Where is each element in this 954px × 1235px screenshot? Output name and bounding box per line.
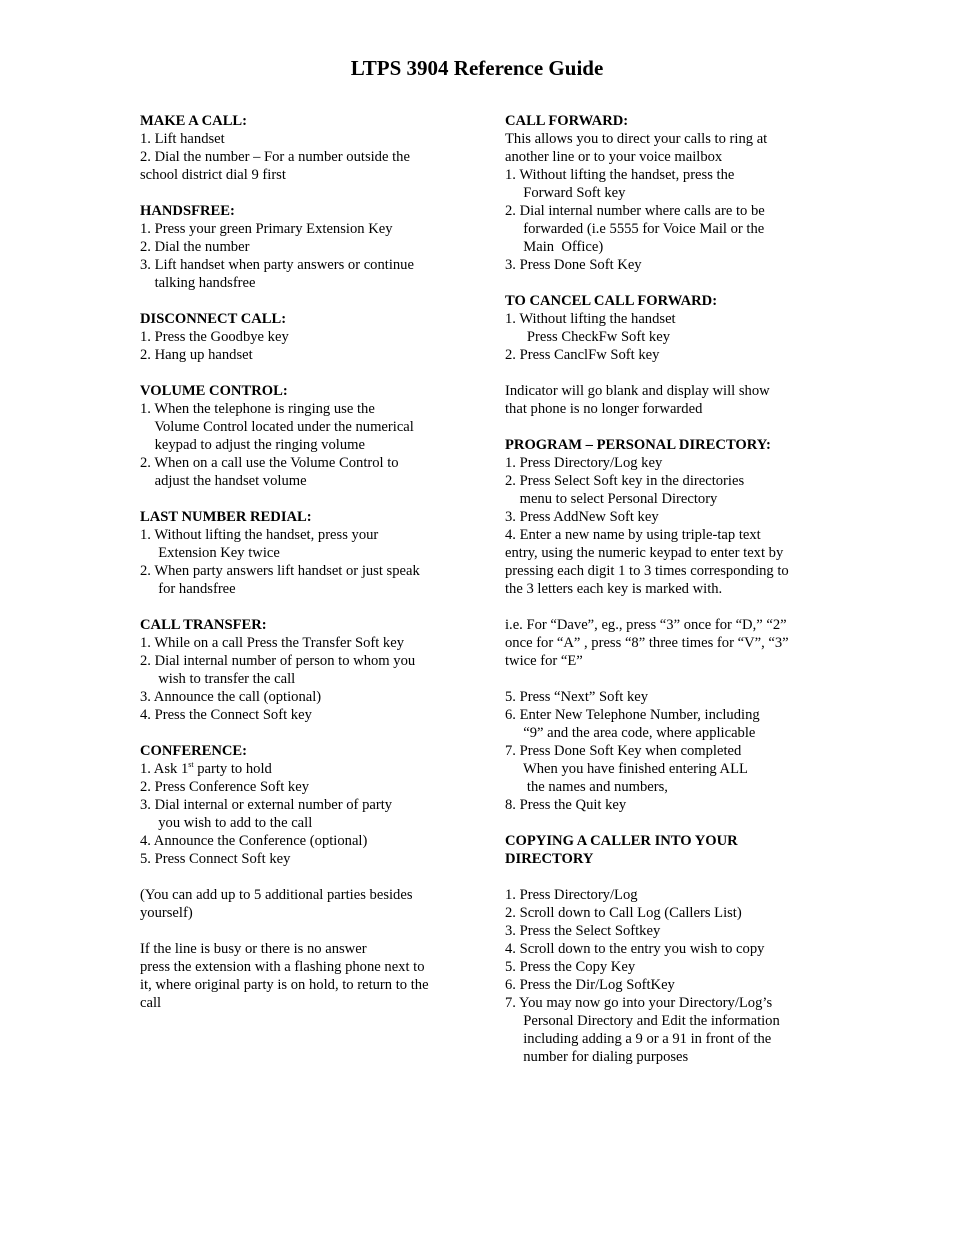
section-heading-cancel-forward: TO CANCEL CALL FORWARD: — [505, 293, 718, 309]
instruction-line: another line or to your voice mailbox — [505, 149, 723, 165]
spacer — [140, 490, 460, 508]
instruction-line: 2. Press Conference Soft key — [140, 779, 310, 795]
instruction-line: including adding a 9 or a 91 in front of the — [505, 1031, 772, 1047]
instruction-line: 1. Without lifting the handset — [505, 311, 676, 327]
instruction-line: entry, using the numeric keypad to enter text by — [505, 545, 784, 561]
note-line: call — [140, 995, 162, 1011]
instruction-line: 4. Scroll down to the entry you wish to copy — [505, 941, 765, 957]
instruction-line: talking handsfree — [140, 275, 256, 291]
note-line: it, where original party is on hold, to return to the — [140, 977, 429, 993]
spacer — [505, 364, 810, 382]
instruction-line: 1. While on a call Press the Transfer Soft key — [140, 635, 404, 651]
note-line: that phone is no longer forwarded — [505, 401, 703, 417]
note-line: (You can add up to 5 additional parties besides — [140, 887, 413, 903]
instruction-line: 1. Without lifting the handset, press the — [505, 167, 735, 183]
instruction-line: Press CheckFw Soft key — [505, 329, 670, 345]
instruction-line: 7. You may now go into your Directory/Log’s — [505, 995, 773, 1011]
left-column — [140, 112, 460, 1012]
instruction-line: 3. Press the Select Softkey — [505, 923, 661, 939]
page-title: LTPS 3904 Reference Guide — [350, 56, 604, 80]
instruction-line: 2. Press CanclFw Soft key — [505, 347, 660, 363]
instruction-line: 2. Dial internal number where calls are to be — [505, 203, 765, 219]
ordinal-suffix: st — [188, 760, 194, 769]
instruction-line: 2. Press Select Soft key in the directories — [505, 473, 745, 489]
instruction-line: 6. Enter New Telephone Number, including — [505, 707, 760, 723]
section-heading-volume: VOLUME CONTROL: — [140, 383, 288, 399]
instruction-line: 3. Press Done Soft Key — [505, 257, 642, 273]
instruction-line: menu to select Personal Directory — [505, 491, 718, 507]
example-line: i.e. For “Dave”, eg., press “3” once for “D,” “2” — [505, 617, 787, 633]
instruction-line: 4. Enter a new name by using triple-tap text — [505, 527, 761, 543]
instruction-line: for handsfree — [140, 581, 236, 597]
spacer — [505, 418, 810, 436]
section-heading-transfer: CALL TRANSFER: — [140, 617, 267, 633]
instruction-line: 5. Press “Next” Soft key — [505, 689, 649, 705]
instruction-line: 1. Lift handset — [140, 131, 225, 147]
note-line: Indicator will go blank and display will show — [505, 383, 770, 399]
instruction-line: number for dialing purposes — [505, 1049, 689, 1065]
instruction-line: you wish to add to the call — [140, 815, 313, 831]
spacer — [140, 724, 460, 742]
instruction-line: 2. When party answers lift handset or just speak — [140, 563, 420, 579]
instruction-line: 4. Press the Connect Soft key — [140, 707, 312, 723]
instruction-line: 1. When the telephone is ringing use the — [140, 401, 375, 417]
note-line: press the extension with a flashing phone next to — [140, 959, 425, 975]
right-column — [505, 112, 810, 1066]
instruction-line: 1. Press the Goodbye key — [140, 329, 289, 345]
instruction-line: Personal Directory and Edit the information — [505, 1013, 780, 1029]
instruction-line: pressing each digit 1 to 3 times corresponding to — [505, 563, 789, 579]
instruction-line: 1. Press Directory/Log key — [505, 455, 663, 471]
section-heading-copying-caller: COPYING A CALLER INTO YOUR — [505, 833, 738, 849]
spacer — [140, 598, 460, 616]
example-line: twice for “E” — [505, 653, 583, 669]
example-line: once for “A” , press “8” three times for “V”, “3” — [505, 635, 789, 651]
section-heading-make-call: MAKE A CALL: — [140, 113, 248, 129]
line-text: party to hold — [193, 761, 272, 777]
instruction-line: 5. Press Connect Soft key — [140, 851, 291, 867]
instruction-line: adjust the handset volume — [140, 473, 307, 489]
instruction-line: 2. Hang up handset — [140, 347, 253, 363]
instruction-line: 4. Announce the Conference (optional) — [140, 833, 368, 849]
spacer — [140, 922, 460, 940]
spacer — [140, 364, 460, 382]
instruction-line: 6. Press the Dir/Log SoftKey — [505, 977, 675, 993]
note-line: yourself) — [140, 905, 193, 921]
instruction-line: 1. Without lifting the handset, press your — [140, 527, 379, 543]
instruction-line: Forward Soft key — [505, 185, 626, 201]
instruction-line: the names and numbers, — [505, 779, 668, 795]
instruction-line: keypad to adjust the ringing volume — [140, 437, 365, 453]
instruction-line: 1. Press Directory/Log — [505, 887, 638, 903]
section-heading-redial: LAST NUMBER REDIAL: — [140, 509, 312, 525]
section-heading-copying-caller-cont: DIRECTORY — [505, 851, 594, 867]
spacer — [140, 868, 460, 886]
spacer — [505, 814, 810, 832]
instruction-line: the 3 letters each key is marked with. — [505, 581, 723, 597]
instruction-line: 2. Dial the number — [140, 239, 250, 255]
instruction-line: Extension Key twice — [140, 545, 280, 561]
section-heading-call-forward: CALL FORWARD: — [505, 113, 629, 129]
line-text: 1. Ask 1 — [140, 761, 189, 777]
instruction-line: 3. Dial internal or external number of party — [140, 797, 393, 813]
instruction-line: “9” and the area code, where applicable — [505, 725, 756, 741]
instruction-line: Main Office) — [505, 239, 604, 255]
instruction-line: This allows you to direct your calls to ring at — [505, 131, 768, 147]
instruction-line — [140, 760, 460, 778]
spacer — [140, 184, 460, 202]
spacer — [505, 274, 810, 292]
instruction-line: 2. When on a call use the Volume Control to — [140, 455, 399, 471]
instruction-line: 1. Press your green Primary Extension Key — [140, 221, 393, 237]
instruction-line: 8. Press the Quit key — [505, 797, 627, 813]
instruction-line: Volume Control located under the numerical — [140, 419, 414, 435]
section-heading-disconnect: DISCONNECT CALL: — [140, 311, 287, 327]
instruction-line: 3. Lift handset when party answers or continue — [140, 257, 414, 273]
instruction-line: 3. Announce the call (optional) — [140, 689, 322, 705]
spacer — [505, 670, 810, 688]
instruction-line: When you have finished entering ALL — [505, 761, 748, 777]
note-line: If the line is busy or there is no answer — [140, 941, 367, 957]
instruction-line: 5. Press the Copy Key — [505, 959, 636, 975]
instruction-line: 2. Scroll down to Call Log (Callers List) — [505, 905, 742, 921]
spacer — [505, 598, 810, 616]
section-heading-handsfree: HANDSFREE: — [140, 203, 235, 219]
instruction-line: forwarded (i.e 5555 for Voice Mail or the — [505, 221, 765, 237]
instruction-line: 2. Dial the number – For a number outside the — [140, 149, 410, 165]
instruction-line: wish to transfer the call — [140, 671, 296, 687]
instruction-line: school district dial 9 first — [140, 167, 286, 183]
instruction-line: 3. Press AddNew Soft key — [505, 509, 659, 525]
instruction-line: 7. Press Done Soft Key when completed — [505, 743, 742, 759]
instruction-line: 2. Dial internal number of person to whom you — [140, 653, 416, 669]
section-heading-conference: CONFERENCE: — [140, 743, 248, 759]
spacer — [140, 292, 460, 310]
spacer — [505, 868, 810, 886]
section-heading-program-directory: PROGRAM – PERSONAL DIRECTORY: — [505, 437, 771, 453]
